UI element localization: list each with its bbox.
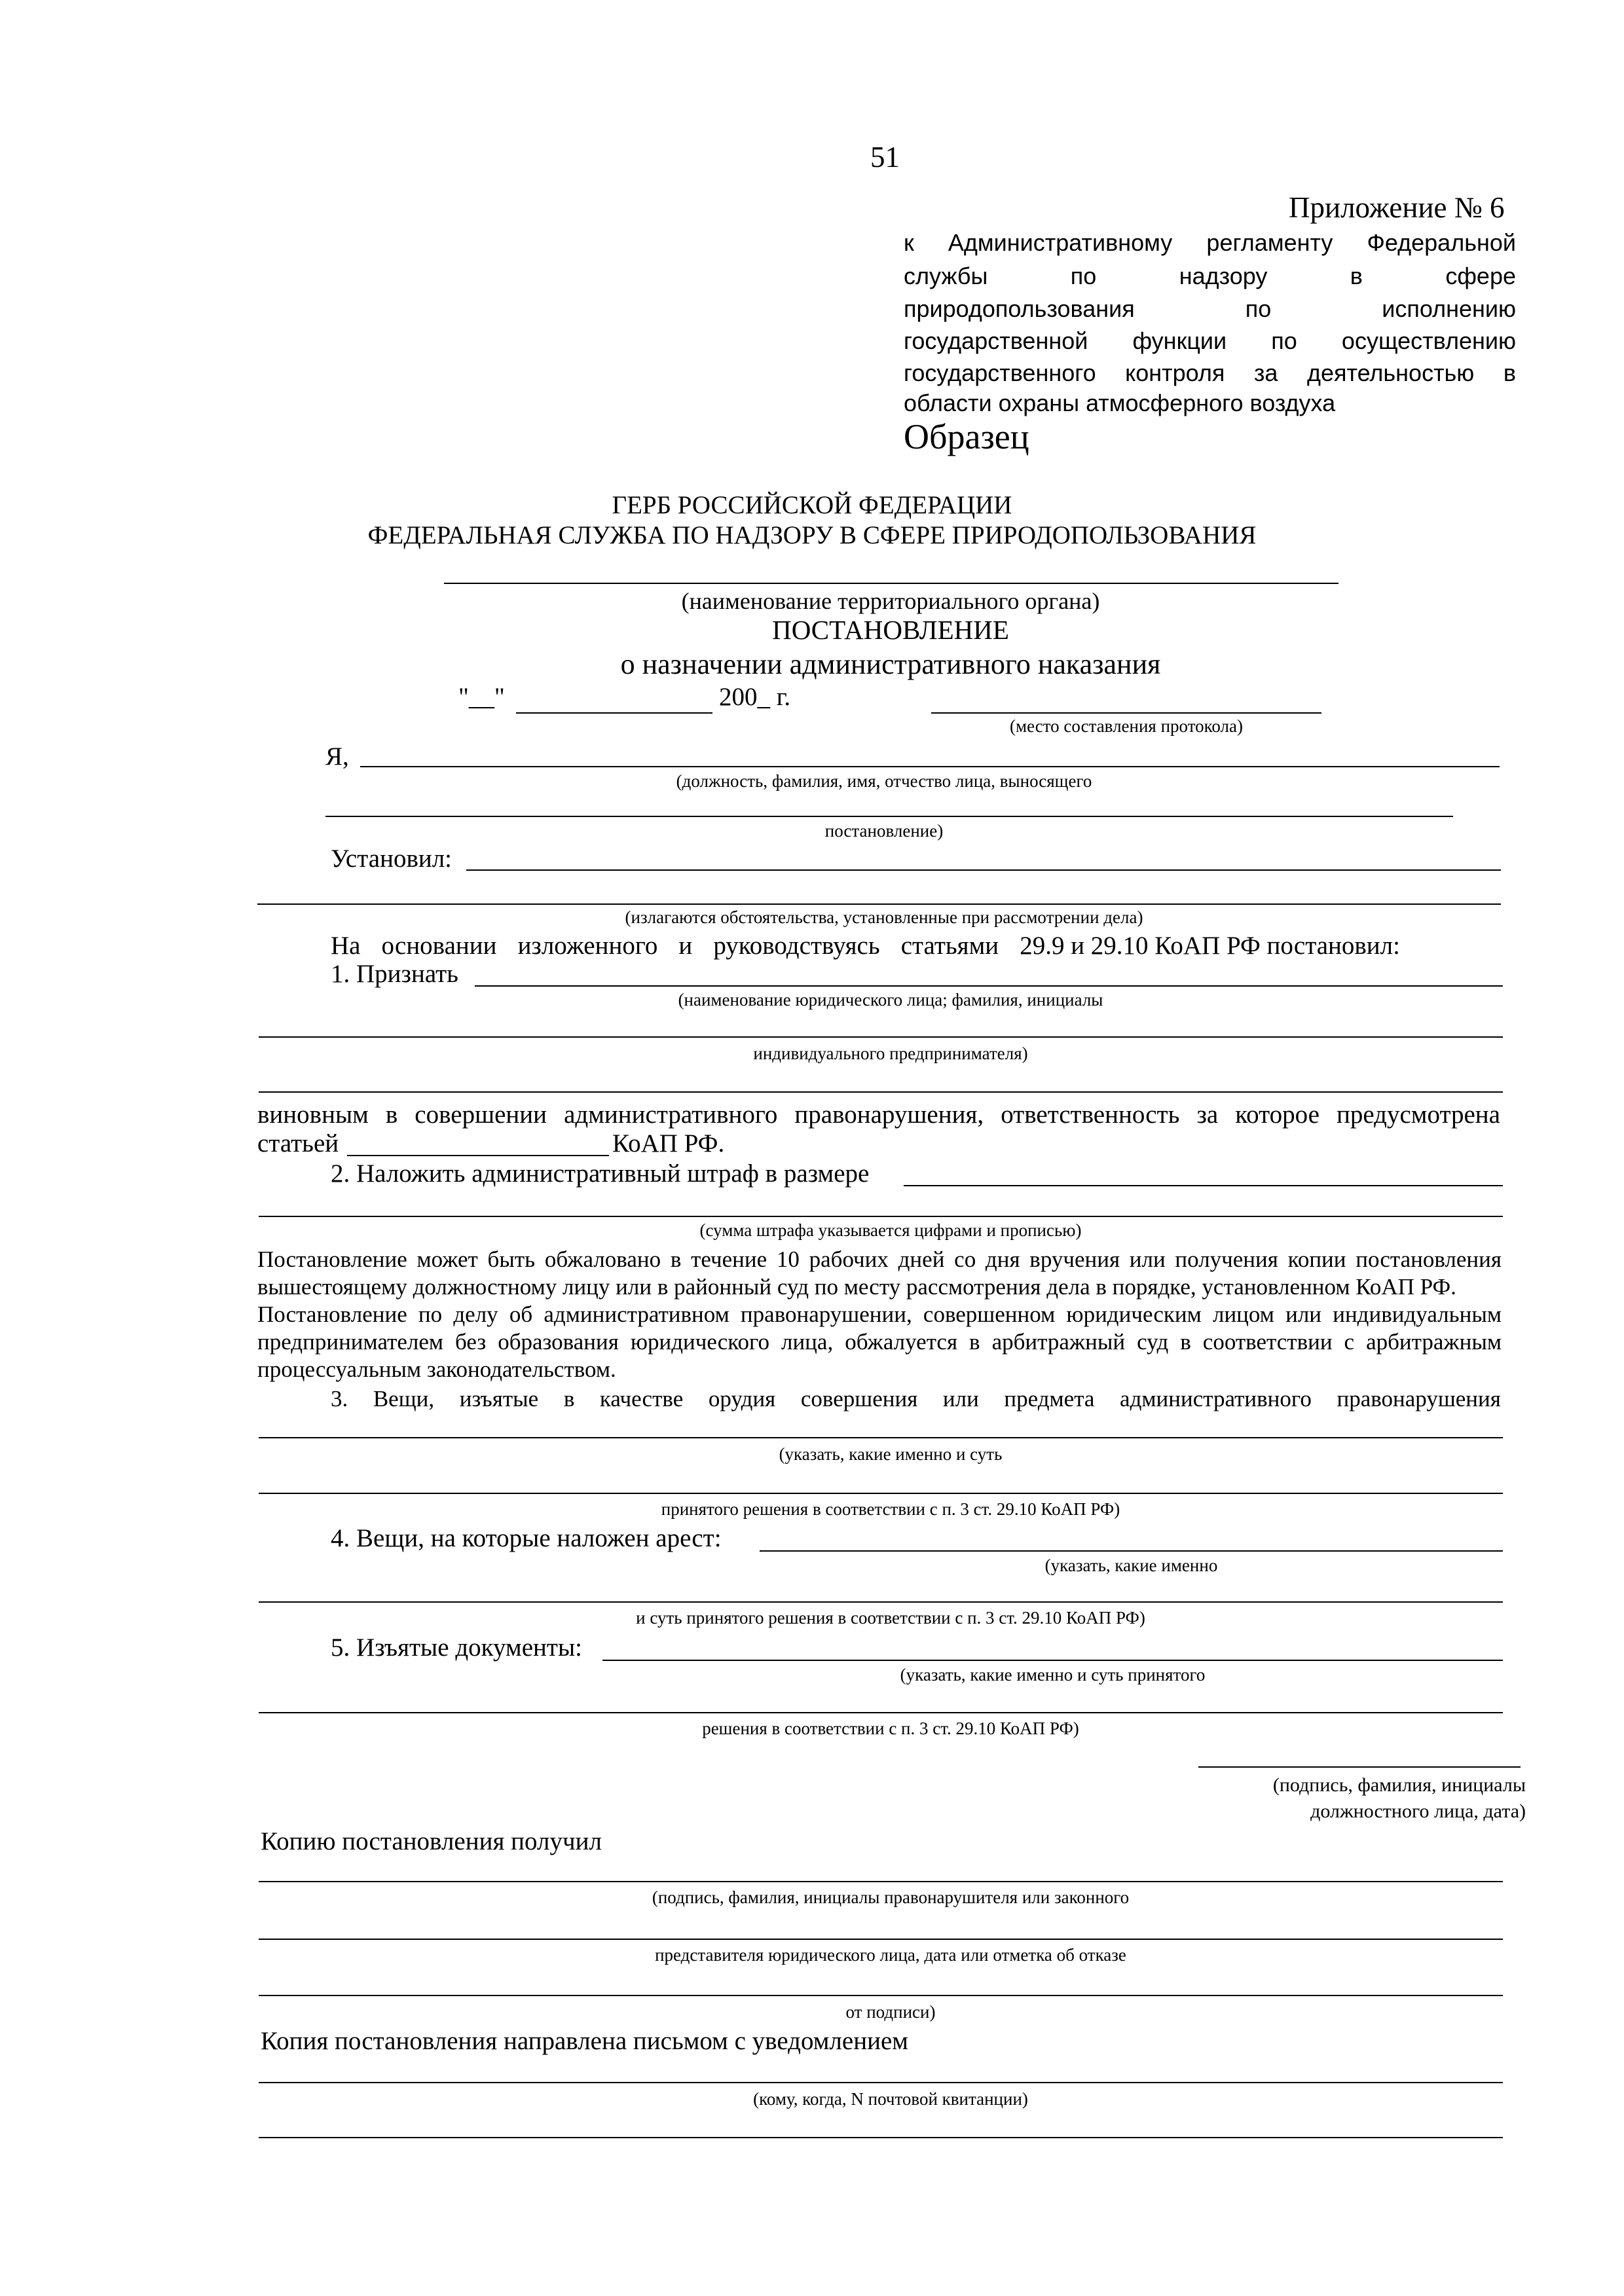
i-line-2 <box>325 816 1453 817</box>
appendix-line-5: государственного контроля за деятельностью в <box>904 359 1516 386</box>
copy-received-line-3 <box>259 1995 1503 1996</box>
item5-caption-1: (указать, какие именно и суть принятого <box>900 1665 1206 1685</box>
copy-received-line <box>259 1881 1503 1882</box>
official-signature-caption-2: должностного лица, дата) <box>1310 1800 1526 1822</box>
established-line-2 <box>257 903 1501 905</box>
established-label: Установил: <box>331 845 452 873</box>
date-month-line <box>516 712 712 714</box>
item1-line-3 <box>259 1091 1503 1093</box>
i-line <box>360 766 1500 767</box>
appendix-line-1: к Административному регламенту Федеральной <box>904 229 1516 256</box>
item3-caption-2: принятого решения в соответствии с п. 3 ст. 29.10 КоАП РФ) <box>661 1499 1120 1519</box>
appendix-title: Приложение № 6 <box>1289 191 1505 224</box>
item5-line <box>602 1660 1503 1661</box>
date-day: "__" <box>458 683 505 711</box>
item1-line <box>475 985 1503 987</box>
item2-label: 2. Наложить административный штраф в размере <box>331 1159 870 1188</box>
item4-line <box>760 1550 1503 1552</box>
document-subtitle: о назначении административного наказания <box>620 648 1161 680</box>
territorial-body-line <box>444 583 1338 584</box>
place-caption: (место составления протокола) <box>1010 716 1243 736</box>
established-line <box>466 869 1501 871</box>
item5-caption-2: решения в соответствии с п. 3 ст. 29.10 КоАП РФ) <box>702 1719 1079 1738</box>
copy-received-label: Копию постановления получил <box>261 1827 602 1855</box>
i-caption-2: постановление) <box>824 821 944 841</box>
date-year: 200_ г. <box>719 683 791 711</box>
copy-received-caption-1: (подпись, фамилия, инициалы правонарушителя или законного <box>652 1887 1130 1907</box>
item4-caption-1: (указать, какие именно <box>1044 1556 1218 1575</box>
copy-received-line-2 <box>259 1939 1503 1940</box>
page-number: 51 <box>870 141 900 173</box>
appeal-notice: Постановление может быть обжаловано в течение 10 рабочих дней со дня вручения или получения копии постановления вышестоящему должностному лицу или в районный суд по месту рассмотрения дела в порядке, установленном КоАП РФ. <box>257 1247 1502 1300</box>
basis-text: На основании изложенного и руководствуясь статьями 29.9 и 29.10 КоАП РФ постановил: <box>331 932 1400 960</box>
established-caption: (излагаются обстоятельства, установленные при рассмотрении дела) <box>625 907 1143 927</box>
sample-label: Образец <box>904 417 1029 456</box>
copy-sent-caption: (кому, когда, N почтовой квитанции) <box>753 2089 1028 2109</box>
item1-caption-1: (наименование юридического лица; фамилия, инициалы <box>678 990 1103 1010</box>
item1-caption-2: индивидуального предпринимателя) <box>753 1044 1028 1063</box>
item5-line-2 <box>259 1712 1503 1713</box>
appendix-line-4: государственной функции по осуществлению <box>904 327 1516 354</box>
item2-line-2 <box>259 1216 1503 1217</box>
document-title: ПОСТАНОВЛЕНИЕ <box>772 615 1009 645</box>
place-line <box>931 712 1321 714</box>
official-signature-line <box>1198 1766 1521 1768</box>
item1-label: 1. Признать <box>331 960 458 988</box>
item4-label: 4. Вещи, на которые наложен арест: <box>331 1524 722 1552</box>
item3-line-2 <box>259 1493 1503 1494</box>
guilty-text: виновным в совершении административного правонарушения, ответственность за которое предусмотрена <box>257 1101 1500 1129</box>
copy-sent-label: Копия постановления направлена письмом с уведомлением <box>261 2027 908 2055</box>
coat-of-arms-title: ГЕРБ РОССИЙСКОЙ ФЕДЕРАЦИИ <box>612 491 1012 519</box>
article-suffix: КоАП РФ. <box>612 1129 725 1157</box>
appendix-line-6: области охраны атмосферного воздуха <box>904 390 1336 416</box>
i-label: Я, <box>325 742 349 771</box>
item4-caption-2: и суть принятого решения в соответствии с п. 3 ст. 29.10 КоАП РФ) <box>636 1608 1145 1628</box>
i-caption-1: (должность, фамилия, имя, отчество лица, выносящего <box>676 771 1092 791</box>
copy-sent-line <box>259 2082 1503 2083</box>
item4-line-2 <box>259 1601 1503 1603</box>
official-signature-caption-1: (подпись, фамилия, инициалы <box>1272 1774 1526 1796</box>
item3-text: 3. Вещи, изъятые в качестве орудия совершения или предмета административного правонарушения <box>331 1386 1501 1412</box>
territorial-body-caption: (наименование территориального органа) <box>681 588 1100 614</box>
appendix-line-2: службы по надзору в сфере <box>904 263 1516 289</box>
copy-sent-line-2 <box>259 2137 1503 2138</box>
item1-line-2 <box>259 1036 1503 1038</box>
item3-line <box>259 1437 1503 1438</box>
item2-caption: (сумма штрафа указывается цифрами и прописью) <box>699 1220 1082 1240</box>
item2-line <box>904 1185 1503 1186</box>
service-title: ФЕДЕРАЛЬНАЯ СЛУЖБА ПО НАДЗОРУ В СФЕРЕ ПРИРОДОПОЛЬЗОВАНИЯ <box>367 521 1257 549</box>
copy-received-caption-2: представителя юридического лица, дата или отметка об отказе <box>655 1945 1126 1965</box>
article-label: статьей <box>257 1129 339 1157</box>
article-line <box>347 1155 609 1156</box>
item5-label: 5. Изъятые документы: <box>331 1633 582 1662</box>
item3-caption-1: (указать, какие именно и суть <box>779 1444 1003 1464</box>
arbitration-notice: Постановление по делу об административном правонарушении, совершенном юридическим лицом или индивидуальным предпринимателем без образования юридического лица, обжалуется в арбитражный суд в соответствии с арбитражным процессуальным законодательством. <box>257 1302 1502 1382</box>
appendix-line-3: природопользования по исполнению <box>904 295 1516 322</box>
copy-received-caption-3: от подписи) <box>845 2002 936 2022</box>
